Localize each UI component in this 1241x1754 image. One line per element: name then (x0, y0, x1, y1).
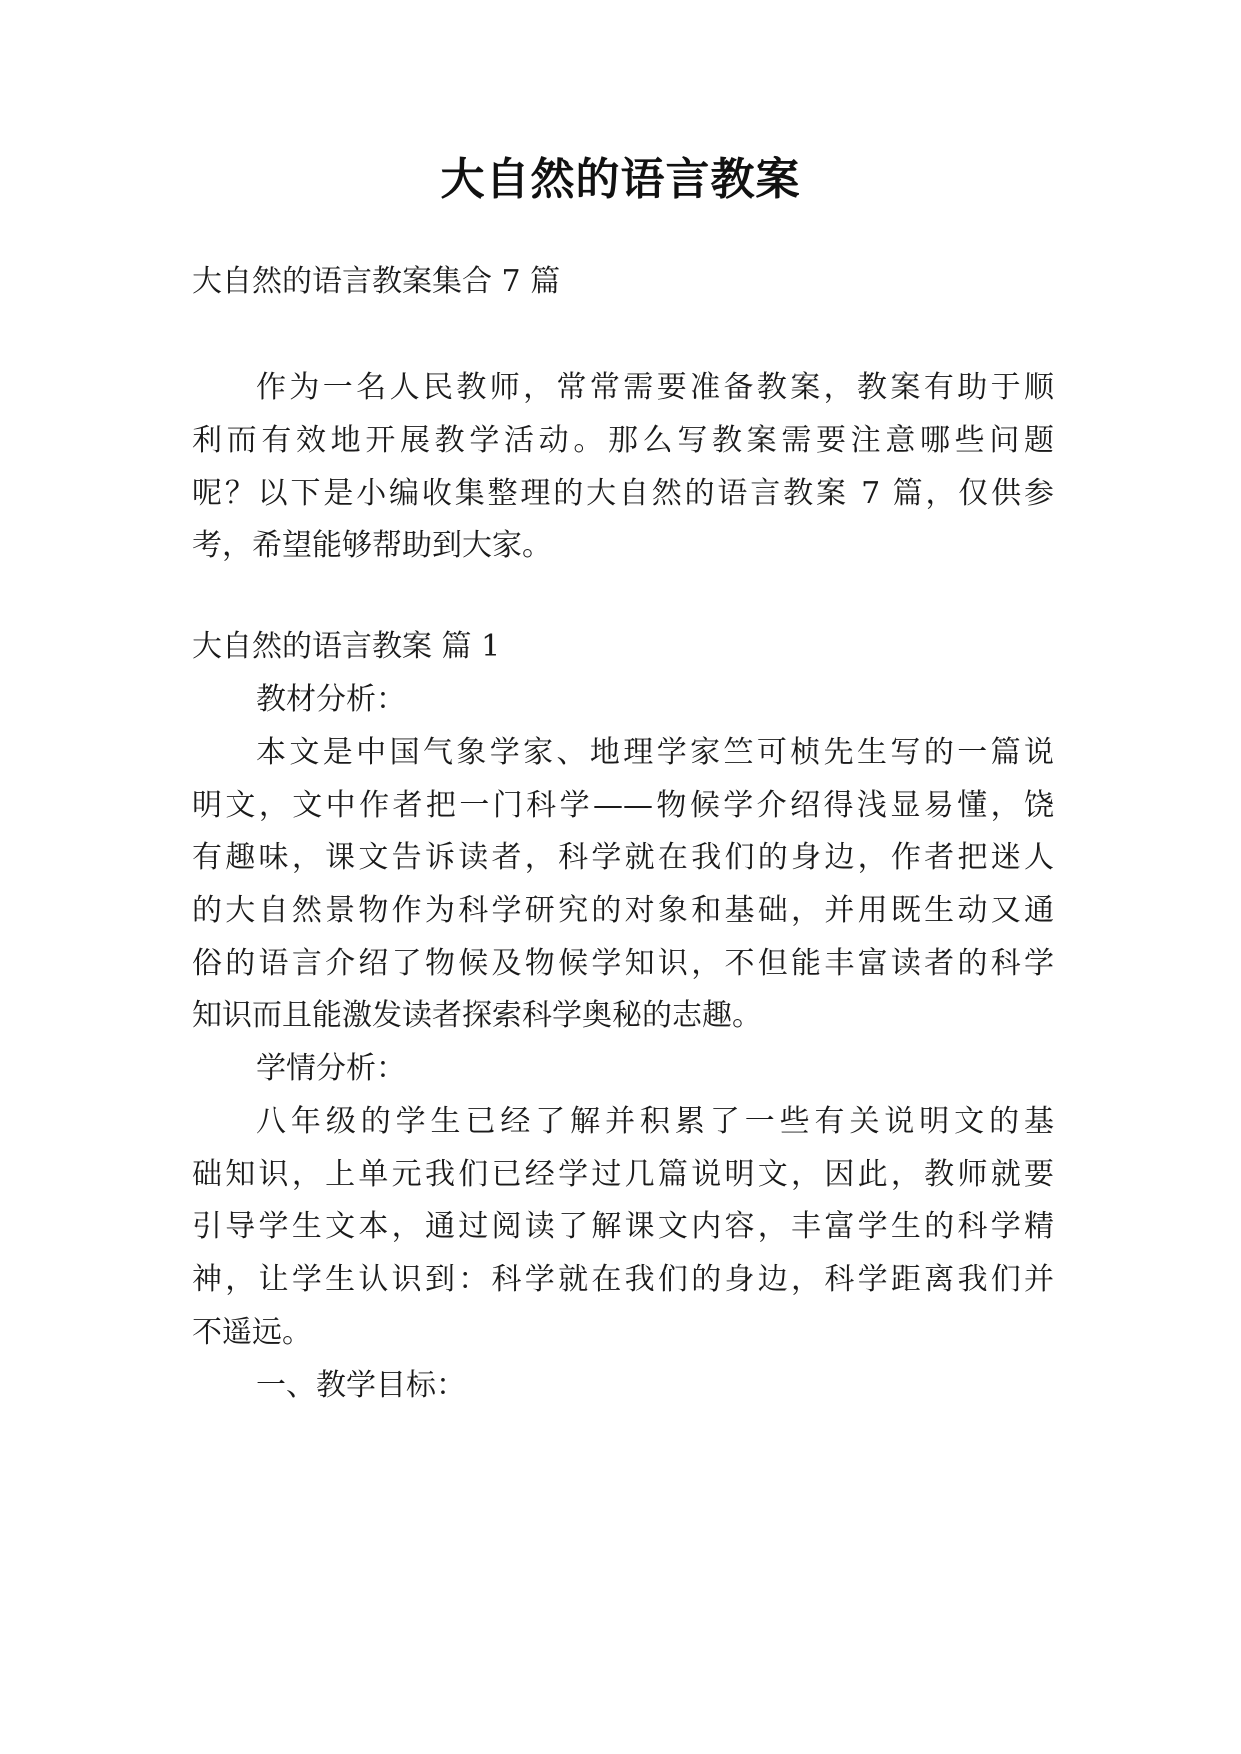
teaching-objective-label: 一、教学目标： (256, 1368, 466, 1403)
intro-line-3: 呢？以下是小编收集整理的大自然的语言教案 7 篇，仅供参 (192, 476, 1054, 511)
collection-subtitle: 大自然的语言教案集合 7 篇 (192, 264, 561, 299)
student-analysis-label: 学情分析： (256, 1051, 406, 1086)
student-line-1: 八年级的学生已经了解并积累了一些有关说明文的基 (256, 1104, 1054, 1139)
material-analysis-label: 教材分析： (256, 682, 406, 717)
intro-line-1: 作为一名人民教师，常常需要准备教案，教案有助于顺 (256, 370, 1054, 405)
document-title: 大自然的语言教案 (440, 154, 801, 205)
intro-line-2: 利而有效地开展教学活动。那么写教案需要注意哪些问题 (192, 423, 1054, 458)
material-line-4: 的大自然景物作为科学研究的对象和基础，并用既生动又通 (192, 893, 1054, 928)
material-line-3: 有趣味，课文告诉读者，科学就在我们的身边，作者把迷人 (192, 840, 1054, 875)
intro-line-4: 考，希望能够帮助到大家。 (192, 528, 552, 563)
student-line-5: 不遥远。 (192, 1315, 312, 1350)
material-line-2: 明文，文中作者把一门科学——物候学介绍得浅显易懂，饶 (192, 788, 1054, 823)
student-line-3: 引导学生文本，通过阅读了解课文内容，丰富学生的科学精 (192, 1209, 1054, 1244)
student-line-4: 神，让学生认识到：科学就在我们的身边，科学距离我们并 (192, 1262, 1054, 1297)
section-heading: 大自然的语言教案 篇 1 (192, 629, 501, 664)
material-line-6: 知识而且能激发读者探索科学奥秘的志趣。 (192, 998, 762, 1033)
student-line-2: 础知识，上单元我们已经学过几篇说明文，因此，教师就要 (192, 1157, 1054, 1192)
material-line-1: 本文是中国气象学家、地理学家竺可桢先生写的一篇说 (256, 735, 1054, 770)
material-line-5: 俗的语言介绍了物候及物候学知识，不但能丰富读者的科学 (192, 946, 1054, 981)
